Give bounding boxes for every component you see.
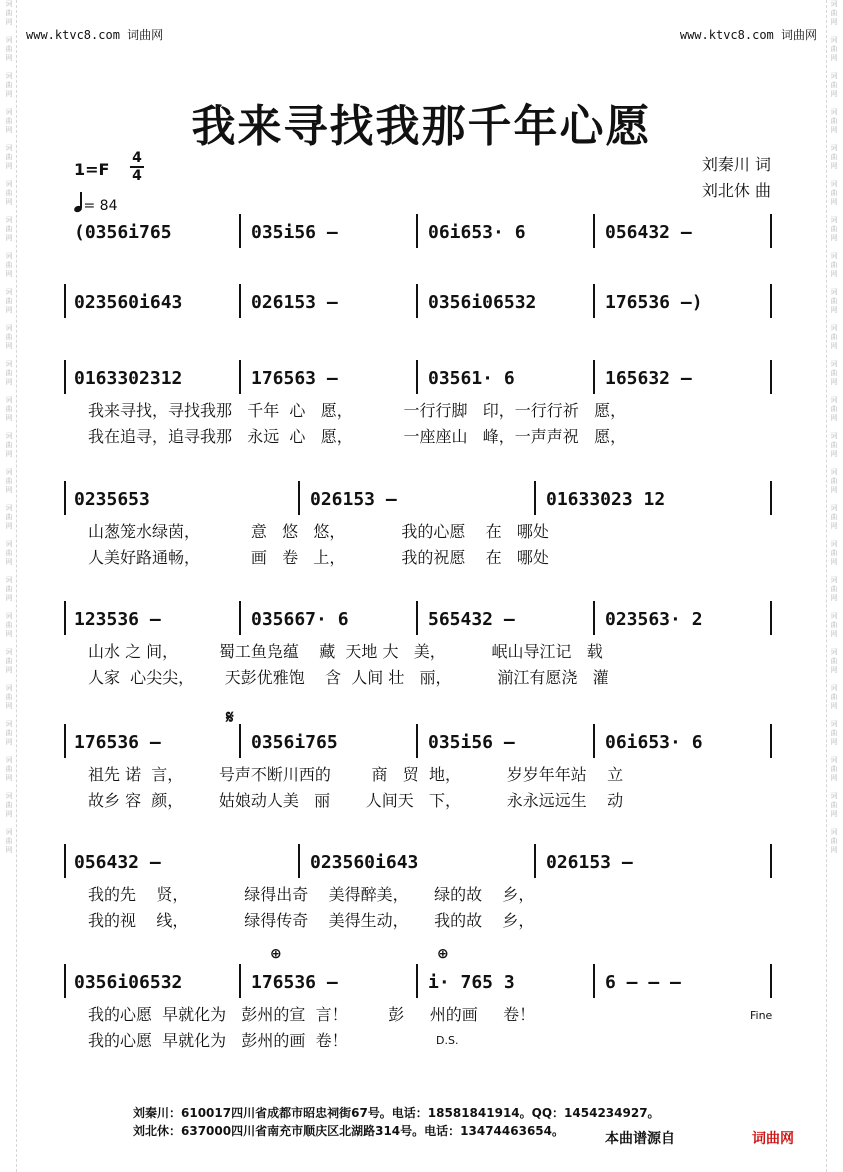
lyrics-verse-2: 故乡 容 颜， 姑娘动人美 丽 人间天 下， 永永远远生 动 — [88, 791, 624, 810]
lyricist-credit: 刘秦川 词 — [701, 155, 771, 174]
lyrics-verse-1: 我的先 贤， 绿得出奇 美得醉美， 绿的故 乡， — [88, 885, 535, 904]
barline — [770, 964, 772, 998]
barline — [298, 844, 300, 878]
measure: 023563· 2 — [605, 609, 703, 630]
barline — [239, 964, 241, 998]
lyrics-verse-1: 山葱笼水绿茵， 意 悠 悠， 我的心愿 在 哪处 — [88, 522, 549, 541]
lyrics-verse-1: 祖先 诺 言， 号声不断川西的 商 贸 地， 岁岁年年站 立 — [88, 765, 624, 784]
measure: 176536 – — [74, 732, 161, 753]
barline — [239, 601, 241, 635]
measure: 056432 – — [74, 852, 161, 873]
score-row — [70, 609, 778, 633]
measure: 6 – – – — [605, 972, 681, 993]
measure: 176536 –) — [605, 292, 703, 313]
meter-bottom: 4 — [132, 168, 142, 184]
key-signature: 1=F — [74, 160, 110, 179]
tempo-value: = 84 — [83, 198, 118, 214]
measure: 565432 – — [428, 609, 515, 630]
barline — [770, 724, 772, 758]
barline — [416, 964, 418, 998]
measure: 176563 – — [251, 368, 338, 389]
measure: 035i56 – — [428, 732, 515, 753]
barline — [239, 284, 241, 318]
site-url-left[interactable]: www.ktvc8.com 词曲网 — [26, 28, 164, 42]
barline — [770, 284, 772, 318]
right-watermark-strip: 词 曲 网 词 曲 网 词 曲 网 词 曲 网 词 曲 网 词 曲 网 词 曲 网 词 曲 网 词 曲 网 词 曲 网 词 曲 网 词 曲 网 词 曲 网 词 曲 网 词 曲 网 词 曲 网 词 曲 网 词 曲 网 词 曲 网 词 曲 网 词 曲 网 词 曲 网 词 曲 网 词 曲 网 — [826, 0, 841, 1172]
lyrics-verse-2: 人家 心尖尖， 天彭优雅饱 含 人间 壮 丽， 湔江有愿浇 灌 — [88, 668, 609, 687]
measure: 0235653 — [74, 489, 150, 510]
coda-icon-1: ⊕ — [437, 946, 449, 962]
barline — [298, 481, 300, 515]
score-row — [70, 489, 778, 513]
score-row — [70, 852, 778, 876]
barline — [770, 481, 772, 515]
barline — [770, 360, 772, 394]
score-row — [70, 368, 778, 392]
measure: 026153 – — [310, 489, 397, 510]
coda-icon-2: ⊕ — [270, 946, 282, 962]
measure: i· 765 3 — [428, 972, 515, 993]
ds-marking: D.S. — [436, 1034, 459, 1047]
segno-icon: 𝄋 — [226, 707, 234, 728]
barline — [770, 601, 772, 635]
lyrics-verse-2: 我的心愿 早就化为 彭州的画 卷！ — [88, 1031, 348, 1050]
measure: 06i653· 6 — [428, 222, 526, 243]
score-row — [70, 222, 778, 246]
barline — [416, 724, 418, 758]
measure: 0356i765 — [251, 732, 338, 753]
fine-marking: Fine — [750, 1009, 773, 1022]
barline — [593, 964, 595, 998]
measure: (0356i765 — [74, 222, 172, 243]
footer-contact-1: 刘秦川：610017四川省成都市昭忠祠街67号。电话：18581841914。QQ：1454234927。 — [133, 1106, 660, 1120]
measure: 0356i06532 — [74, 972, 183, 993]
tempo-marking — [74, 194, 118, 214]
measure: 176536 – — [251, 972, 338, 993]
measure: 026153 – — [546, 852, 633, 873]
barline — [770, 214, 772, 248]
footer-contact-2: 刘北休：637000四川省南充市顺庆区北湖路314号。电话：13474463654。 — [133, 1124, 564, 1138]
barline — [593, 360, 595, 394]
source-logo[interactable]: 词曲网 — [752, 1131, 794, 1147]
song-title: 我来寻找我那千年心愿 — [191, 101, 652, 152]
barline — [416, 284, 418, 318]
score-row — [70, 972, 778, 996]
score-row — [70, 292, 778, 316]
barline — [239, 724, 241, 758]
measure: 06i653· 6 — [605, 732, 703, 753]
barline — [534, 481, 536, 515]
measure: 03561· 6 — [428, 368, 515, 389]
measure: 056432 – — [605, 222, 692, 243]
left-watermark-strip: 词 曲 网 词 曲 网 词 曲 网 词 曲 网 词 曲 网 词 曲 网 词 曲 网 词 曲 网 词 曲 网 词 曲 网 词 曲 网 词 曲 网 词 曲 网 词 曲 网 词 曲 网 词 曲 网 词 曲 网 词 曲 网 词 曲 网 词 曲 网 词 曲 网 词 曲 网 词 曲 网 词 曲 网 — [2, 0, 17, 1172]
barline — [593, 284, 595, 318]
barline — [239, 360, 241, 394]
barline — [593, 724, 595, 758]
lyrics-verse-2: 我的视 线， 绿得传奇 美得生动， 我的故 乡， — [88, 911, 535, 930]
measure: 035667· 6 — [251, 609, 349, 630]
measure: 165632 – — [605, 368, 692, 389]
measure: 026153 – — [251, 292, 338, 313]
lyrics-verse-1: 山水 之 间， 蜀工鱼凫蕴 藏 天地 大 美， 岷山导江记 载 — [88, 642, 603, 661]
barline — [416, 214, 418, 248]
measure: 035i56 – — [251, 222, 338, 243]
barline — [534, 844, 536, 878]
lyrics-verse-2: 我在追寻，追寻我那 永远 心 愿， 一座座山 峰，一声声祝 愿， — [88, 427, 627, 446]
composer-credit: 刘北休 曲 — [701, 181, 771, 200]
barline — [593, 214, 595, 248]
time-signature — [130, 151, 144, 183]
barline — [416, 360, 418, 394]
meter-top: 4 — [132, 150, 142, 166]
lyrics-verse-2: 人美好路通畅， 画 卷 上， 我的祝愿 在 哪处 — [88, 548, 549, 567]
lyrics-verse-1: 我的心愿 早就化为 彭州的宣 言！ 彭 州的画 卷！ — [88, 1005, 536, 1024]
barline — [770, 844, 772, 878]
measure: 0163302312 — [74, 368, 183, 389]
measure: 0356i06532 — [428, 292, 537, 313]
measure: 01633023 12 — [546, 489, 666, 510]
source-note: 本曲谱源自 — [605, 1131, 675, 1147]
site-url-right[interactable]: www.ktvc8.com 词曲网 — [679, 28, 817, 42]
lyrics-verse-1: 我来寻找，寻找我那 千年 心 愿， 一行行脚 印，一行行祈 愿， — [88, 401, 627, 420]
barline — [593, 601, 595, 635]
measure: 023560i643 — [74, 292, 183, 313]
measure: 023560i643 — [310, 852, 419, 873]
measure: 123536 – — [74, 609, 161, 630]
barline — [239, 214, 241, 248]
score-row — [70, 732, 778, 756]
barline — [416, 601, 418, 635]
